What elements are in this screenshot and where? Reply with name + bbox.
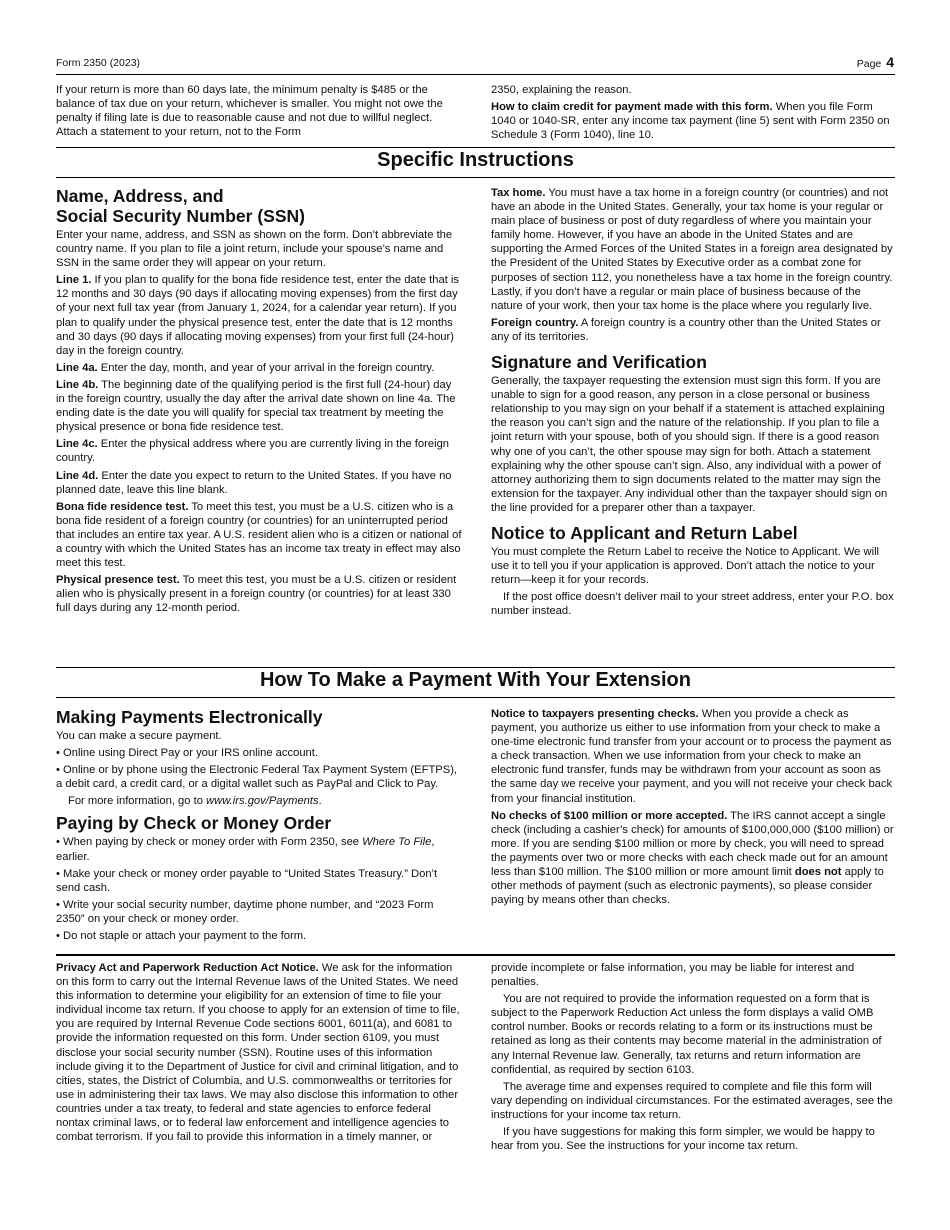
line-4d: Line 4d. Enter the date you expect to return to the United States. If you have no planned date, leave this line blank.: [56, 469, 452, 496]
payment-left-column: [56, 707, 462, 946]
tax-home: Tax home. You must have a tax home in a foreign country (or countries) and not have an abode in the United States. Generally, your tax home is your regular or main place of business or post of duty regardless of where you maintain your family home. However, if you have an abode in the United States and are supporting the Armed Forces of the United States in a foreign area designated by the President of the United States by Executive order as a combat zone for purposes of section 112, you nonetheless have a tax home in the foreign country. Lastly, if you don’t have a regular or main place of business because of the nature of your work, then your tax home is the place where you regularly live.: [491, 187, 893, 312]
form-label: Form 2350 (2023): [56, 57, 141, 69]
specific-top-rule: [56, 147, 895, 148]
elec-bullet-2: • Online or by phone using the Electronic Federal Tax Payment System (EFTPS), a debit card, a credit card, or a digital wallet such as PayPal and Click to Pay.: [56, 764, 458, 791]
line-4b: Line 4b. The beginning date of the qualifying period is the first full (24-hour) day in the foreign country, usually the day after the arrival date shown on line 4a. The ending date is the date you will qualify for special tax treatment by meeting the physical presence or bona fide residence test.: [56, 378, 456, 434]
payment-bottom-rule: [56, 697, 895, 698]
elec-bullet-1: • Online using Direct Pay or your IRS online account.: [56, 747, 318, 760]
name-text: Enter your name, address, and SSN as shown on the form. Don’t abbreviate the country name. If you plan to file a joint return, include your spouse’s name and SSN in the same order they will appear on your return.: [56, 229, 453, 270]
payments-url[interactable]: www.irs.gov/Payments: [206, 795, 319, 808]
check-bullet-2: • Make your check or money order payable to “United States Treasury.” Don’t send cash.: [56, 867, 438, 894]
payment-right-column: [491, 707, 895, 910]
privacy-right-p1: provide incomplete or false information, you may be liable for interest and penalties.: [491, 962, 855, 989]
specific-instructions-title: Specific Instructions: [377, 149, 574, 171]
paying-by-check-heading: Paying by Check or Money Order: [56, 813, 332, 834]
specific-right-column: [491, 186, 895, 621]
bona-fide-residence-test: Bona fide residence test. To meet this test, you must be a U.S. citizen who is a bona fide resident of a foreign country (or countries) for an uninterrupted period that includes an entire tax year. A U.S. resident alien who is a citizen or national of a country with which the United States has an income tax treaty in effect may also meet this test.: [56, 500, 462, 570]
privacy-right-column: [491, 961, 895, 1156]
intro-right-p2: How to claim credit for payment made with this form. When you file Form 1040 or 1040-SR, enter any income tax payment (line 5) sent with Form 2350 on Schedule 3 (Form 1040), line 10.: [491, 101, 890, 142]
check-bullet-4: • Do not staple or attach your payment to the form.: [56, 930, 307, 943]
page-number: [857, 54, 894, 70]
signature-text: Generally, the taxpayer requesting the extension must sign this form. If you are unable to sign for a good reason, any person in a close personal or business relationship to you may sign on your behalf if a statement is attached explaining the reason you can’t sign and the nature of the relationship. If you plan to file a joint return with your spouse, both of you should sign. If there is a good reason why one of you can’t, the other spouse may sign for both. Attach a statement explaining why the other spouse can’t sign. Also, any individual with a power of attorney authorizing them to sign documents related to the matter may sign the extension for the taxpayer. Any individual other than the taxpayer should sign on the line provided for a preparer other than a taxpayer.: [491, 375, 888, 514]
intro-right: [491, 83, 895, 145]
header-rule: [56, 74, 895, 75]
intro-left: [56, 83, 462, 142]
making-payments-heading: Making Payments Electronically: [56, 707, 323, 727]
intro-left-text: If your return is more than 60 days late, the minimum penalty is $485 or the balance of tax due on your return, whichever is smaller. You might not owe the penalty if filing late is due to reasonable cause and not due to willful neglect. Attach a statement to your return, not to the Form: [56, 84, 443, 139]
notice-heading: Notice to Applicant and Return Label: [491, 522, 798, 543]
specific-left-column: [56, 186, 462, 618]
payment-top-rule: [56, 667, 895, 668]
notice-checks: Notice to taxpayers presenting checks. When you provide a check as payment, you authorize us either to use information from your check to make a one-time electronic fund transfer from your account or to process the payment as a check transaction. When we use information from your check to make an electronic fund transfer, funds may be withdrawn from your account as soon as the same day we receive your payment, and you will not receive your check back from your financial institution.: [491, 708, 893, 805]
no-checks-100m: No checks of $100 million or more accepted. The IRS cannot accept a single check (including a cashier’s check) for amounts of $100,000,000 ($100 million) or more. If you are sending $100 million or more by check, you will need to spread the payments over two or more checks with each check made out for an amount less than $100 million. The $100 million or more amount limit does not apply to other methods of payment (such as electronic payments), so please consider paying by means other than checks.: [491, 809, 894, 907]
notice-p2: If the post office doesn’t deliver mail to your street address, enter your P.O. box number instead.: [491, 591, 894, 618]
signature-heading: Signature and Verification: [491, 352, 707, 373]
line-4c: Line 4c. Enter the physical address where you are currently living in the foreign country.: [56, 438, 450, 465]
line-4a: Line 4a. Enter the day, month, and year of your arrival in the foreign country.: [56, 361, 435, 374]
payment-title: How To Make a Payment With Your Extension: [259, 669, 691, 691]
physical-presence-test: Physical presence test. To meet this test, you must be a U.S. citizen or resident alien who is physically present in a foreign country (or countries) for at least 330 full days during any 12-month period.: [56, 574, 457, 615]
specific-bottom-rule: [56, 177, 895, 178]
elec-intro: You can make a secure payment.: [56, 730, 222, 742]
privacy-right-p2: You are not required to provide the information requested on a form that is subject to the Paperwork Reduction Act unless the form displays a valid OMB control number. Books or records relating to a form or its instructions must be retained as long as their contents may become material in the administration of any Internal Revenue law. Generally, tax returns and return information are confidential, as required by section 6103.: [491, 993, 882, 1076]
privacy-left-column: [56, 961, 462, 1147]
line-1: Line 1. If you plan to qualify for the bona fide residence test, enter the date that is 12 months and 30 days (90 days if allocating moving expenses) from the first day of your next full tax year (from January 1, 2024, for a calendar year return). If you plan to qualify under the physical presence test, enter the date that is 12 months and 30 days (90 days if allocating moving expenses) from your first full (24-hour) day in the foreign country.: [56, 274, 459, 357]
notice-p1: You must complete the Return Label to receive the Notice to Applicant. We will use it to tell you if your application is approved. Don’t attach the notice to your return—keep it for your records.: [491, 545, 880, 587]
page-word: Page: [856, 58, 882, 70]
name-address-ssn-heading: Name, Address, and Social Security Number (SSN): [56, 186, 305, 226]
page-number-value: 4: [886, 54, 894, 70]
foreign-country: Foreign country. A foreign country is a country other than the United States or any of its territories.: [491, 316, 881, 343]
check-bullet-1: • When paying by check or money order with Form 2350, see Where To File, earlier.: [56, 836, 435, 863]
privacy-right-p3: The average time and expenses required to complete and file this form will vary depending on individual circumstances. For the estimated averages, see the instructions for your income tax return.: [491, 1080, 893, 1121]
privacy-right-p4: If you have suggestions for making this form simpler, we would be happy to hear from you. See the instructions for your income tax return.: [491, 1126, 875, 1153]
privacy-notice: Privacy Act and Paperwork Reduction Act Notice. We ask for the information on this form to carry out the Internal Revenue laws of the United States. We need this information to determine your eligibility for an extension of time to file your individual income tax return. If you choose to apply for an extension of time to file, you are required by Internal Revenue Code sections 6001, 6011(a), and 6081 to provide the information requested on this form. Under section 6109, you must disclose your social security number (SSN). Routine uses of this information include giving it to the Department of Justice for civil and criminal litigation, and to cities, states, the District of Columbia, and U.S. commonwealths or territories for use in administering their tax laws. We may also disclose this information to other countries under a tax treaty, to federal and state agencies to enforce federal nontax criminal laws, or to federal law enforcement and intelligence agencies to combat terrorism. If you fail to provide this information in a timely manner, or: [56, 962, 460, 1144]
check-bullet-3: • Write your social security number, daytime phone number, and “2023 Form 2350” on your check or money order.: [56, 898, 434, 925]
elec-more-info: For more information, go to www.irs.gov/Payments.: [68, 795, 322, 808]
privacy-rule: [56, 954, 895, 956]
intro-right-p1: 2350, explaining the reason.: [491, 84, 632, 96]
